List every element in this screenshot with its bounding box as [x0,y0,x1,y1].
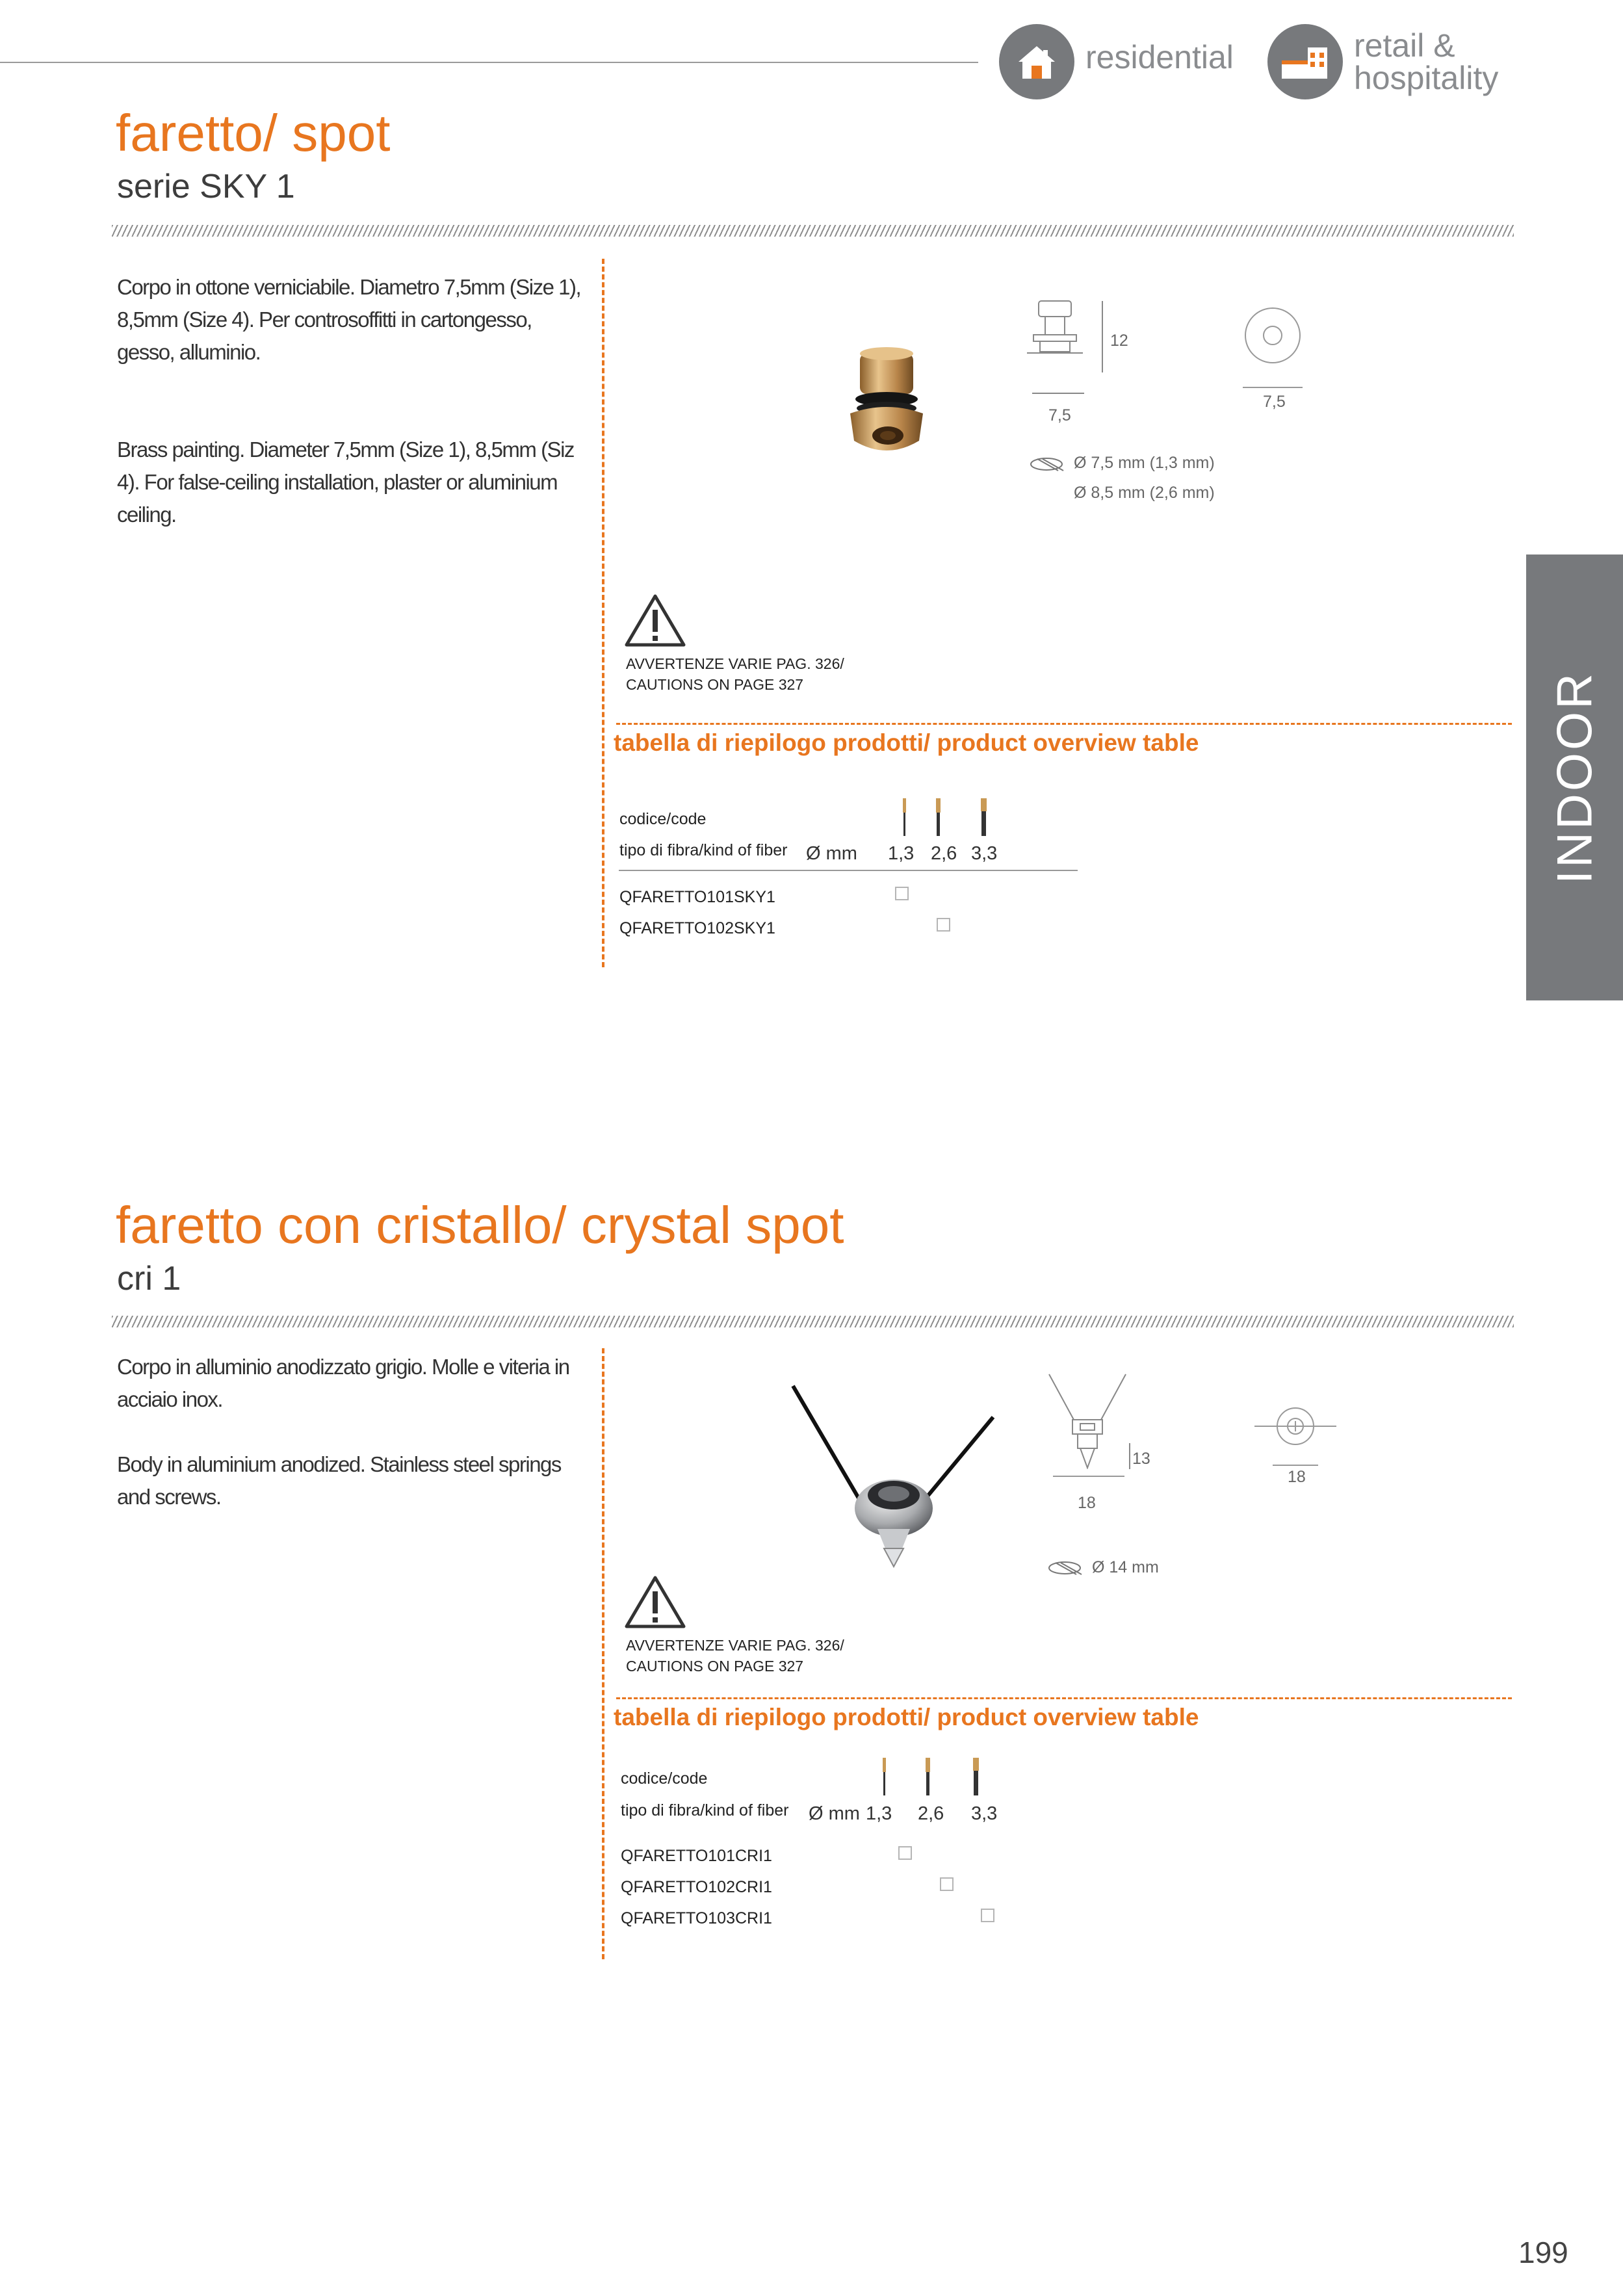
product-1-title: faretto/ spot [116,104,391,162]
table-row-code: QFARETTO102SKY1 [619,919,775,937]
sky1-warning-line1: AVVERTENZE VARIE PAG. 326/ [626,655,844,672]
product-2-description-it: Corpo in alluminio anodizzato grigio. Molle e viteria in acciaio inox. [117,1355,569,1411]
product-2-subtitle: cri 1 [117,1260,181,1298]
sky1-fiber-size-2: 2,6 [931,843,957,864]
fiber-2-6-icon [928,797,948,837]
sky1-hole-spec-1: Ø 7,5 mm (1,3 mm) [1074,454,1215,472]
cri1-diameter-header: Ø mm [809,1803,860,1824]
fiber-1-3-icon [894,797,914,837]
cri1-side-drawing [1040,1372,1137,1469]
house-icon [999,24,1074,99]
side-tab-label: INDOOR [1547,671,1602,884]
fiber-1-3-icon [874,1756,894,1797]
category-retail-label-line1: retail & [1354,27,1455,64]
warning-icon [624,593,686,649]
cri1-warning-line1: AVVERTENZE VARIE PAG. 326/ [626,1637,844,1654]
ceiling-hole-icon [1030,454,1071,475]
table-row-code: QFARETTO101SKY1 [619,888,775,906]
sky1-diameter-header: Ø mm [806,843,857,864]
table-row-code: QFARETTO101CRI1 [621,1847,772,1865]
section-divider-2 [112,1316,1514,1327]
cri1-table-title: tabella di riepilogo prodotti/ product overview table [614,1704,1199,1730]
cri1-top-drawing [1253,1404,1338,1469]
cri1-code-header: codice/code [621,1769,708,1788]
ceiling-hole-icon [1048,1558,1089,1578]
crystal-spot-photo [786,1378,1001,1573]
warning-icon [624,1574,686,1630]
sky1-hole-spec-2: Ø 8,5 mm (2,6 mm) [1074,484,1215,502]
category-residential-label: residential [1085,39,1234,75]
availability-checkbox [898,1846,912,1860]
sky1-top-width-label: 7,5 [1263,393,1286,411]
cri1-side-width-label: 18 [1078,1494,1096,1512]
cri1-height-label: 13 [1132,1450,1150,1468]
header-rule [0,62,978,63]
availability-checkbox [981,1909,994,1922]
availability-checkbox [940,1877,954,1891]
table-divider-2 [616,1697,1512,1699]
cri1-fiber-size-1: 1,3 [866,1803,892,1824]
cri1-fiber-size-3: 3,3 [971,1803,998,1824]
cri1-fiber-size-2: 2,6 [918,1803,944,1824]
page-number: 199 [1518,2236,1568,2269]
sky1-fiber-size-3: 3,3 [971,843,998,864]
column-divider-2 [602,1348,604,1959]
product-1-description-en: Brass painting. Diameter 7,5mm (Size 1), 8,5mm (Siz 4). For false-ceiling installation, plaster or aluminium ceiling. [117,437,574,527]
section-divider-1 [112,225,1514,237]
residential-badge [999,24,1074,99]
column-divider-1 [602,259,604,967]
product-2-title: faretto con cristallo/ crystal spot [116,1196,844,1254]
sky1-height-label: 12 [1110,332,1128,350]
sky1-spot-photo [838,345,936,462]
sky1-side-drawing [1026,296,1110,400]
cri1-side-width-line [1053,1474,1124,1478]
fiber-3-3-icon [974,797,993,837]
indoor-side-tab [1526,554,1623,1000]
availability-checkbox [937,918,950,932]
retail-badge [1267,24,1343,99]
category-retail-label-line2: hospitality [1354,60,1499,96]
table-row-code: QFARETTO102CRI1 [621,1878,772,1896]
cri1-fiber-header: tipo di fibra/kind of fiber [621,1801,789,1820]
availability-checkbox [895,887,909,900]
cri1-top-width-label: 18 [1288,1468,1306,1486]
product-1-subtitle: serie SKY 1 [117,168,295,205]
table-row-code: QFARETTO103CRI1 [621,1909,772,1927]
fiber-2-6-icon [918,1756,937,1797]
table-divider-1 [616,723,1512,725]
sky1-warning-line2: CAUTIONS ON PAGE 327 [626,676,804,693]
sky1-fiber-header: tipo di fibra/kind of fiber [619,841,788,859]
shop-icon [1267,24,1343,99]
sky1-side-width-label: 7,5 [1048,406,1071,424]
sky1-code-header: codice/code [619,810,707,828]
sky1-table-header-rule [619,870,1078,871]
sky1-top-drawing [1240,306,1305,390]
cri1-warning-line2: CAUTIONS ON PAGE 327 [626,1658,804,1675]
sky1-table-title: tabella di riepilogo prodotti/ product overview table [614,729,1199,756]
product-1-description-it: Corpo in ottone verniciabile. Diametro 7,5mm (Size 1), 8,5mm (Size 4). Per controsoffitti in cartongesso, gesso, alluminio. [117,275,581,364]
sky1-fiber-size-1: 1,3 [888,843,915,864]
cri1-hole-spec: Ø 14 mm [1092,1558,1159,1576]
fiber-3-3-icon [966,1756,985,1797]
product-2-description-en: Body in aluminium anodized. Stainless steel springs and screws. [117,1452,561,1509]
